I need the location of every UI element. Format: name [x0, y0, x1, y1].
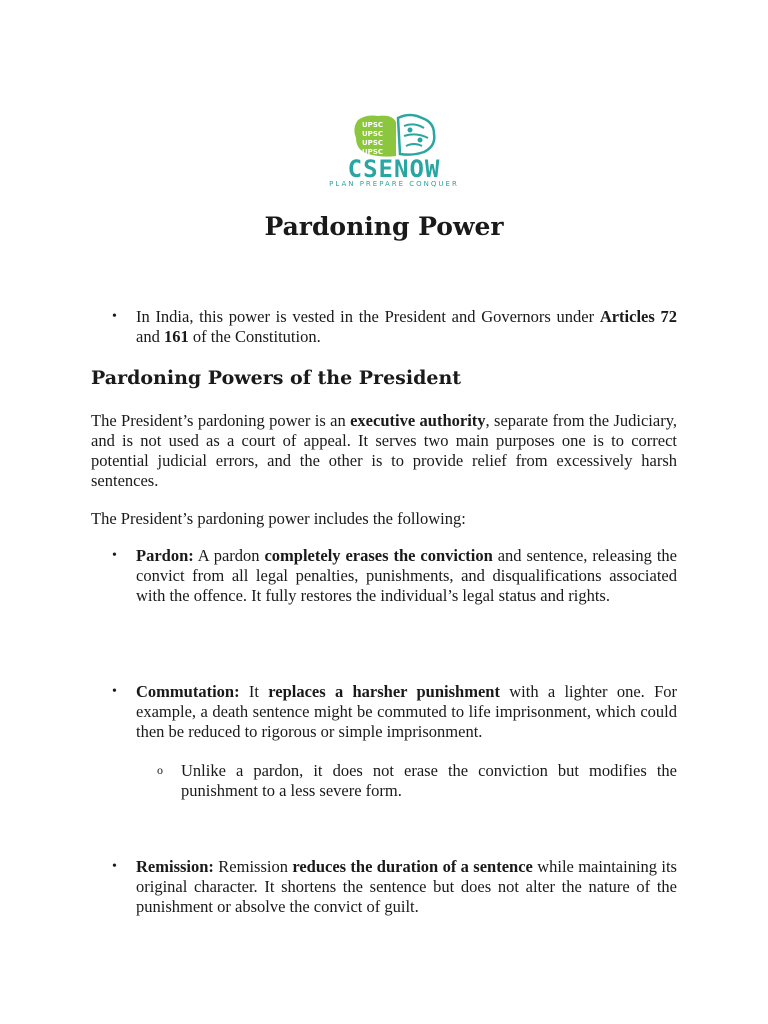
intro-bold-161: 161 — [163, 327, 189, 346]
logo-mark-text-4: UPSC — [362, 148, 383, 156]
list-item-commutation — [136, 682, 677, 742]
pardon-label: Pardon: — [136, 546, 194, 565]
remission-label: Remission: — [136, 857, 214, 876]
logo-mark-text-1: UPSC — [362, 121, 383, 129]
pardon-bold: completely erases the conviction — [264, 546, 493, 565]
commutation-sub-item: o Unlike a pardon, it does not erase the conviction but modifies the punishment to a less severe form. — [181, 761, 677, 801]
commutation-bold: replaces a harsher punishment — [268, 682, 500, 701]
pardon-text-2: and sentence, releasing the convict from all legal penalties, punishments, and disqualifications associated with the offence. It fully restores the individual’s legal status and rights. — [136, 546, 677, 605]
intro-text-3: of the Constitution. — [188, 327, 321, 346]
logo-mark-text-3: UPSC — [362, 139, 383, 147]
para1-text-1: The President’s pardoning power is an — [91, 411, 351, 430]
pardon-text-1: A pardon — [193, 546, 265, 565]
commutation-label: Commutation: — [136, 682, 240, 701]
remission-text-1: Remission — [213, 857, 293, 876]
list-item-remission — [136, 857, 677, 917]
logo-name: CSENOW — [347, 155, 441, 183]
remission-text-2: while maintaining its original character. It shortens the sentence but does not alter the nature of the punishment or absolve the convict of guilt. — [136, 857, 677, 916]
para1-bold: executive authority — [350, 411, 486, 430]
brain-logo-icon — [348, 112, 440, 158]
logo-mark-text-2: UPSC — [362, 130, 383, 138]
intro-bullet — [136, 307, 677, 347]
intro-text-2: and — [136, 327, 164, 346]
logo-tagline: PLAN PREPARE CONQUER — [329, 180, 459, 188]
list-item-pardon — [136, 546, 677, 606]
commutation-text-1: It — [239, 682, 269, 701]
page-title: Pardoning Power — [264, 212, 504, 241]
csenow-logo — [306, 112, 482, 186]
paragraph-executive-authority — [91, 411, 677, 491]
intro-bold-articles: Articles 72 — [599, 307, 677, 326]
commutation-text-2: with a lighter one. For example, a death sentence might be commuted to life imprisonment, which could then be reduced to rigorous or simple imprisonment. — [136, 682, 677, 741]
intro-text-1: In India, this power is vested in the President and Governors under — [136, 307, 600, 326]
para1-text-2: , separate from the Judiciary, and is not used as a court of appeal. It serves two main purposes one is to correct potential judicial errors, and the other is to provide relief from excessively harsh sentences. — [91, 411, 678, 490]
paragraph-includes: The President’s pardoning power includes the following: — [91, 509, 466, 528]
remission-bold: reduces the duration of a sentence — [292, 857, 533, 876]
section-heading: Pardoning Powers of the President — [91, 367, 462, 389]
